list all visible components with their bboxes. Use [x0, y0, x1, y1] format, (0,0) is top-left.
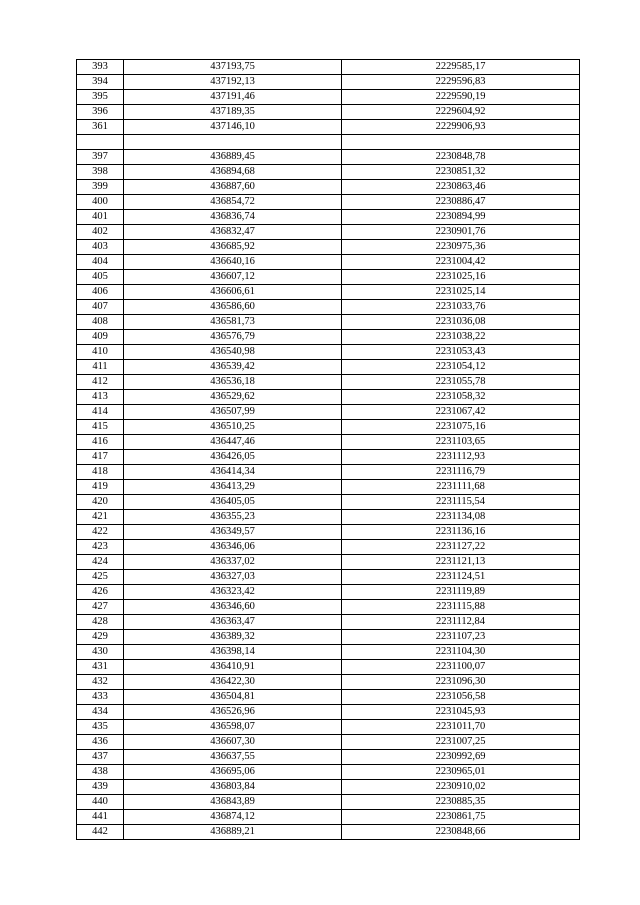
point-number-cell	[77, 135, 124, 150]
y-coordinate-cell: 2231100,07	[342, 660, 580, 675]
table-row	[77, 555, 580, 570]
point-number-cell: 420	[77, 495, 124, 510]
y-coordinate-cell: 2231104,30	[342, 645, 580, 660]
x-coordinate-cell: 436398,14	[124, 645, 342, 660]
point-number-cell: 410	[77, 345, 124, 360]
x-coordinate-cell: 436581,73	[124, 315, 342, 330]
x-coordinate-cell: 436637,55	[124, 750, 342, 765]
table-row	[77, 600, 580, 615]
x-coordinate-cell: 436504,81	[124, 690, 342, 705]
point-number-cell: 421	[77, 510, 124, 525]
x-coordinate-cell: 436887,60	[124, 180, 342, 195]
y-coordinate-cell: 2231111,68	[342, 480, 580, 495]
y-coordinate-cell: 2231107,23	[342, 630, 580, 645]
table-row	[77, 315, 580, 330]
y-coordinate-cell: 2231033,76	[342, 300, 580, 315]
point-number-cell: 431	[77, 660, 124, 675]
y-coordinate-cell: 2231119,89	[342, 585, 580, 600]
y-coordinate-cell: 2230975,36	[342, 240, 580, 255]
x-coordinate-cell: 436607,30	[124, 735, 342, 750]
table-row	[77, 570, 580, 585]
table-row	[77, 285, 580, 300]
table-row	[77, 60, 580, 75]
x-coordinate-cell: 436598,07	[124, 720, 342, 735]
y-coordinate-cell: 2231036,08	[342, 315, 580, 330]
y-coordinate-cell: 2230851,32	[342, 165, 580, 180]
y-coordinate-cell: 2231136,16	[342, 525, 580, 540]
point-number-cell: 438	[77, 765, 124, 780]
point-number-cell: 419	[77, 480, 124, 495]
point-number-cell: 435	[77, 720, 124, 735]
point-number-cell: 432	[77, 675, 124, 690]
point-number-cell: 425	[77, 570, 124, 585]
y-coordinate-cell: 2231124,51	[342, 570, 580, 585]
table-row	[77, 675, 580, 690]
table-row	[77, 585, 580, 600]
table-row	[77, 480, 580, 495]
point-number-cell: 398	[77, 165, 124, 180]
point-number-cell: 436	[77, 735, 124, 750]
y-coordinate-cell: 2231075,16	[342, 420, 580, 435]
point-number-cell: 408	[77, 315, 124, 330]
y-coordinate-cell: 2231115,54	[342, 495, 580, 510]
point-number-cell: 440	[77, 795, 124, 810]
point-number-cell: 442	[77, 825, 124, 840]
x-coordinate-cell: 436510,25	[124, 420, 342, 435]
point-number-cell: 422	[77, 525, 124, 540]
point-number-cell: 402	[77, 225, 124, 240]
point-number-cell: 430	[77, 645, 124, 660]
table-row	[77, 465, 580, 480]
y-coordinate-cell: 2231025,16	[342, 270, 580, 285]
y-coordinate-cell: 2231011,70	[342, 720, 580, 735]
point-number-cell: 415	[77, 420, 124, 435]
y-coordinate-cell	[342, 135, 580, 150]
y-coordinate-cell: 2230861,75	[342, 810, 580, 825]
y-coordinate-cell: 2230894,99	[342, 210, 580, 225]
x-coordinate-cell: 436405,05	[124, 495, 342, 510]
point-number-cell: 397	[77, 150, 124, 165]
point-number-cell: 424	[77, 555, 124, 570]
y-coordinate-cell: 2231055,78	[342, 375, 580, 390]
point-number-cell: 409	[77, 330, 124, 345]
y-coordinate-cell: 2231054,12	[342, 360, 580, 375]
table-row	[77, 270, 580, 285]
x-coordinate-cell: 436413,29	[124, 480, 342, 495]
point-number-cell: 441	[77, 810, 124, 825]
table-row	[77, 195, 580, 210]
point-number-cell: 433	[77, 690, 124, 705]
point-number-cell: 413	[77, 390, 124, 405]
x-coordinate-cell: 436422,30	[124, 675, 342, 690]
point-number-cell: 429	[77, 630, 124, 645]
x-coordinate-cell: 436803,84	[124, 780, 342, 795]
x-coordinate-cell: 436349,57	[124, 525, 342, 540]
point-number-cell: 403	[77, 240, 124, 255]
x-coordinate-cell: 436507,99	[124, 405, 342, 420]
point-number-cell: 406	[77, 285, 124, 300]
table-row	[77, 735, 580, 750]
y-coordinate-cell: 2230992,69	[342, 750, 580, 765]
y-coordinate-cell: 2230863,46	[342, 180, 580, 195]
table-row	[77, 255, 580, 270]
table-row	[77, 420, 580, 435]
point-number-cell: 394	[77, 75, 124, 90]
y-coordinate-cell: 2230885,35	[342, 795, 580, 810]
x-coordinate-cell: 436529,62	[124, 390, 342, 405]
point-number-cell: 418	[77, 465, 124, 480]
y-coordinate-cell: 2230886,47	[342, 195, 580, 210]
table-row	[77, 375, 580, 390]
table-row	[77, 240, 580, 255]
y-coordinate-cell: 2231038,22	[342, 330, 580, 345]
table-row	[77, 210, 580, 225]
x-coordinate-cell: 436539,42	[124, 360, 342, 375]
y-coordinate-cell: 2231112,84	[342, 615, 580, 630]
point-number-cell: 412	[77, 375, 124, 390]
x-coordinate-cell: 437146,10	[124, 120, 342, 135]
point-number-cell: 416	[77, 435, 124, 450]
x-coordinate-cell: 436640,16	[124, 255, 342, 270]
point-number-cell: 428	[77, 615, 124, 630]
x-coordinate-cell: 436586,60	[124, 300, 342, 315]
table-row	[77, 180, 580, 195]
table-row	[77, 825, 580, 840]
table-row	[77, 765, 580, 780]
y-coordinate-cell: 2231025,14	[342, 285, 580, 300]
x-coordinate-cell: 436363,47	[124, 615, 342, 630]
x-coordinate-cell: 436323,42	[124, 585, 342, 600]
y-coordinate-cell: 2231127,22	[342, 540, 580, 555]
y-coordinate-cell: 2231056,58	[342, 690, 580, 705]
x-coordinate-cell: 436894,68	[124, 165, 342, 180]
coordinates-table-body	[77, 60, 580, 840]
y-coordinate-cell: 2231058,32	[342, 390, 580, 405]
point-number-cell: 395	[77, 90, 124, 105]
point-number-cell: 393	[77, 60, 124, 75]
x-coordinate-cell: 436447,46	[124, 435, 342, 450]
table-row	[77, 810, 580, 825]
table-row	[77, 135, 580, 150]
table-row	[77, 120, 580, 135]
x-coordinate-cell: 436685,92	[124, 240, 342, 255]
x-coordinate-cell: 436889,45	[124, 150, 342, 165]
table-row	[77, 150, 580, 165]
table-row	[77, 450, 580, 465]
table-row	[77, 345, 580, 360]
table-row	[77, 720, 580, 735]
point-number-cell: 427	[77, 600, 124, 615]
table-row	[77, 540, 580, 555]
x-coordinate-cell: 436540,98	[124, 345, 342, 360]
x-coordinate-cell: 436576,79	[124, 330, 342, 345]
y-coordinate-cell: 2230910,02	[342, 780, 580, 795]
point-number-cell: 434	[77, 705, 124, 720]
point-number-cell: 423	[77, 540, 124, 555]
y-coordinate-cell: 2231045,93	[342, 705, 580, 720]
y-coordinate-cell: 2231134,08	[342, 510, 580, 525]
point-number-cell: 399	[77, 180, 124, 195]
y-coordinate-cell: 2230848,78	[342, 150, 580, 165]
y-coordinate-cell: 2231053,43	[342, 345, 580, 360]
table-row	[77, 405, 580, 420]
point-number-cell: 437	[77, 750, 124, 765]
x-coordinate-cell: 437191,46	[124, 90, 342, 105]
x-coordinate-cell: 436426,05	[124, 450, 342, 465]
x-coordinate-cell: 436843,89	[124, 795, 342, 810]
y-coordinate-cell: 2231103,65	[342, 435, 580, 450]
x-coordinate-cell: 436836,74	[124, 210, 342, 225]
table-row	[77, 615, 580, 630]
point-number-cell: 404	[77, 255, 124, 270]
x-coordinate-cell: 436410,91	[124, 660, 342, 675]
y-coordinate-cell: 2231007,25	[342, 735, 580, 750]
point-number-cell: 405	[77, 270, 124, 285]
y-coordinate-cell: 2229604,92	[342, 105, 580, 120]
table-row	[77, 165, 580, 180]
x-coordinate-cell: 436327,03	[124, 570, 342, 585]
table-row	[77, 75, 580, 90]
table-row	[77, 780, 580, 795]
x-coordinate-cell: 436695,06	[124, 765, 342, 780]
table-row	[77, 435, 580, 450]
y-coordinate-cell: 2229596,83	[342, 75, 580, 90]
x-coordinate-cell: 436606,61	[124, 285, 342, 300]
coordinates-table	[76, 59, 580, 840]
x-coordinate-cell: 436389,32	[124, 630, 342, 645]
x-coordinate-cell: 436889,21	[124, 825, 342, 840]
point-number-cell: 439	[77, 780, 124, 795]
table-row	[77, 225, 580, 240]
table-row	[77, 630, 580, 645]
table-row	[77, 660, 580, 675]
table-row	[77, 495, 580, 510]
y-coordinate-cell: 2229590,19	[342, 90, 580, 105]
x-coordinate-cell: 436832,47	[124, 225, 342, 240]
point-number-cell: 400	[77, 195, 124, 210]
table-row	[77, 645, 580, 660]
table-row	[77, 705, 580, 720]
y-coordinate-cell: 2231116,79	[342, 465, 580, 480]
point-number-cell: 396	[77, 105, 124, 120]
table-row	[77, 525, 580, 540]
y-coordinate-cell: 2229906,93	[342, 120, 580, 135]
table-row	[77, 330, 580, 345]
x-coordinate-cell: 436355,23	[124, 510, 342, 525]
table-row	[77, 90, 580, 105]
table-row	[77, 390, 580, 405]
y-coordinate-cell: 2229585,17	[342, 60, 580, 75]
table-row	[77, 360, 580, 375]
y-coordinate-cell: 2231115,88	[342, 600, 580, 615]
x-coordinate-cell: 436854,72	[124, 195, 342, 210]
x-coordinate-cell: 436414,34	[124, 465, 342, 480]
x-coordinate-cell	[124, 135, 342, 150]
y-coordinate-cell: 2230901,76	[342, 225, 580, 240]
point-number-cell: 426	[77, 585, 124, 600]
table-row	[77, 750, 580, 765]
point-number-cell: 417	[77, 450, 124, 465]
y-coordinate-cell: 2231096,30	[342, 675, 580, 690]
table-row	[77, 690, 580, 705]
y-coordinate-cell: 2230965,01	[342, 765, 580, 780]
x-coordinate-cell: 436526,96	[124, 705, 342, 720]
x-coordinate-cell: 437189,35	[124, 105, 342, 120]
y-coordinate-cell: 2231004,42	[342, 255, 580, 270]
x-coordinate-cell: 436536,18	[124, 375, 342, 390]
y-coordinate-cell: 2231121,13	[342, 555, 580, 570]
table-row	[77, 510, 580, 525]
x-coordinate-cell: 436337,02	[124, 555, 342, 570]
point-number-cell: 401	[77, 210, 124, 225]
x-coordinate-cell: 436346,60	[124, 600, 342, 615]
y-coordinate-cell: 2231112,93	[342, 450, 580, 465]
y-coordinate-cell: 2231067,42	[342, 405, 580, 420]
x-coordinate-cell: 436607,12	[124, 270, 342, 285]
x-coordinate-cell: 437193,75	[124, 60, 342, 75]
point-number-cell: 411	[77, 360, 124, 375]
point-number-cell: 407	[77, 300, 124, 315]
table-row	[77, 300, 580, 315]
y-coordinate-cell: 2230848,66	[342, 825, 580, 840]
x-coordinate-cell: 437192,13	[124, 75, 342, 90]
x-coordinate-cell: 436346,06	[124, 540, 342, 555]
table-row	[77, 795, 580, 810]
point-number-cell: 361	[77, 120, 124, 135]
point-number-cell: 414	[77, 405, 124, 420]
table-row	[77, 105, 580, 120]
x-coordinate-cell: 436874,12	[124, 810, 342, 825]
